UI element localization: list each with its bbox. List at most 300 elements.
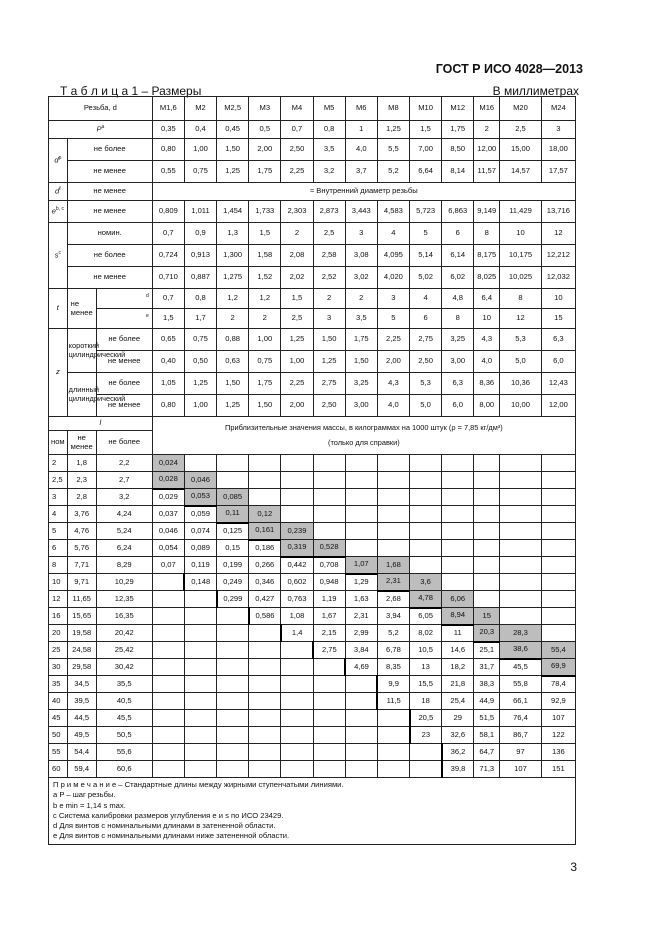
value-cell: 2,75 <box>313 373 345 395</box>
mass-cell: 18 <box>410 693 442 710</box>
mass-cell <box>442 489 474 506</box>
mass-cell: 0,708 <box>313 557 345 574</box>
mass-cell: 5,2 <box>377 625 409 642</box>
table-row <box>49 523 576 540</box>
mass-cell: 66,1 <box>500 693 541 710</box>
mass-cell <box>500 506 541 523</box>
mass-cell <box>249 489 281 506</box>
value-cell: 1,75 <box>249 161 281 183</box>
value-cell: 11,429 <box>500 201 541 223</box>
thread-size-cell: М2 <box>184 97 216 121</box>
mass-cell: 8,02 <box>410 625 442 642</box>
mass-cell: 8,94 <box>442 608 474 625</box>
table-row <box>49 245 576 267</box>
mass-cell: 78,4 <box>541 676 575 693</box>
mass-cell <box>474 591 500 608</box>
mass-cell <box>345 676 377 693</box>
mass-cell <box>345 693 377 710</box>
value-cell: 1,733 <box>249 201 281 223</box>
mass-cell: 136 <box>541 744 575 761</box>
mass-cell <box>377 540 409 557</box>
mass-cell: 9,9 <box>377 676 409 693</box>
length-min: 1,8 <box>67 455 96 472</box>
mass-cell: 0,249 <box>217 574 249 591</box>
mass-cell <box>410 489 442 506</box>
mass-cell: 0,029 <box>152 489 184 506</box>
value-cell: 5,3 <box>410 373 442 395</box>
mass-cell: 8,35 <box>377 659 409 676</box>
value-cell: 15,00 <box>500 139 541 161</box>
mass-cell <box>217 693 249 710</box>
mass-cell <box>281 710 313 727</box>
value-cell: 12,032 <box>541 267 575 289</box>
length-max: 6,24 <box>96 540 152 557</box>
mass-cell: 0,319 <box>281 540 313 557</box>
mass-cell: 51,5 <box>474 710 500 727</box>
df-symbol: $d^f$ <box>49 183 68 201</box>
value-cell: 1,50 <box>313 329 345 351</box>
nom-header: ном <box>49 431 68 455</box>
value-cell: 0,8 <box>184 289 216 309</box>
value-cell: 0,75 <box>184 329 216 351</box>
mass-cell: 0,059 <box>184 506 216 523</box>
table-row <box>49 540 576 557</box>
table-row <box>49 608 576 625</box>
mass-cell: 4,69 <box>345 659 377 676</box>
mass-cell <box>217 761 249 778</box>
value-cell: 0,913 <box>184 245 216 267</box>
mass-cell <box>410 761 442 778</box>
value-cell: 2,52 <box>313 267 345 289</box>
thread-size-cell: М12 <box>442 97 474 121</box>
table-row <box>49 161 576 183</box>
value-cell: 0,724 <box>152 245 184 267</box>
value-cell: 2 <box>345 289 377 309</box>
value-cell: 0,35 <box>152 121 184 139</box>
value-cell: 3,25 <box>442 329 474 351</box>
length-nom: 2 <box>49 455 68 472</box>
mass-cell <box>500 489 541 506</box>
value-cell: 2 <box>217 309 249 329</box>
mass-cell <box>500 591 541 608</box>
length-min: 4,76 <box>67 523 96 540</box>
value-cell: 2,50 <box>410 351 442 373</box>
value-cell: 7,00 <box>410 139 442 161</box>
value-cell: 6,02 <box>442 267 474 289</box>
mass-cell <box>184 455 216 472</box>
length-nom: 60 <box>49 761 68 778</box>
table-row <box>49 761 576 778</box>
mass-cell: 28,3 <box>500 625 541 642</box>
mass-cell <box>410 523 442 540</box>
mass-cell <box>184 591 216 608</box>
mass-cell <box>217 455 249 472</box>
table-row <box>49 710 576 727</box>
mass-cell: 6,78 <box>377 642 409 659</box>
mass-cell <box>442 523 474 540</box>
length-nom: 25 <box>49 642 68 659</box>
length-nom: 55 <box>49 744 68 761</box>
mass-cell <box>249 455 281 472</box>
value-cell: 2,00 <box>249 139 281 161</box>
length-nom: 50 <box>49 727 68 744</box>
length-min: 59,4 <box>67 761 96 778</box>
mass-cell: 13 <box>410 659 442 676</box>
value-cell: 2,873 <box>313 201 345 223</box>
thread-size-cell: М8 <box>377 97 409 121</box>
group-label: короткий цилиндрический <box>67 329 96 373</box>
value-cell: 2,25 <box>377 329 409 351</box>
dp-symbol: $d^p$ <box>49 139 68 183</box>
value-cell: 1,300 <box>217 245 249 267</box>
mass-cell: 45,5 <box>500 659 541 676</box>
value-cell: 2,08 <box>281 245 313 267</box>
mass-cell <box>217 625 249 642</box>
value-cell: 4,583 <box>377 201 409 223</box>
mass-cell <box>217 642 249 659</box>
value-cell: 2 <box>249 309 281 329</box>
value-cell: 1,25 <box>217 395 249 417</box>
value-cell: 5,723 <box>410 201 442 223</box>
value-cell: 3,00 <box>345 395 377 417</box>
table-row <box>49 267 576 289</box>
value-cell: 1,00 <box>184 395 216 417</box>
table-row <box>49 489 576 506</box>
value-cell: 0,65 <box>152 329 184 351</box>
mass-cell <box>184 642 216 659</box>
value-cell: 4,3 <box>377 373 409 395</box>
value-cell: 0,710 <box>152 267 184 289</box>
mass-cell: 29 <box>442 710 474 727</box>
value-cell: 8,00 <box>474 395 500 417</box>
table-row <box>49 97 576 121</box>
value-cell: 6,3 <box>442 373 474 395</box>
mass-cell <box>281 744 313 761</box>
mass-cell <box>377 506 409 523</box>
mass-cell <box>313 710 345 727</box>
length-nom: 5 <box>49 523 68 540</box>
value-cell: 2,5 <box>281 309 313 329</box>
mass-cell <box>345 523 377 540</box>
value-cell: 2,02 <box>281 267 313 289</box>
table-row <box>49 744 576 761</box>
length-nom: 2,5 <box>49 472 68 489</box>
value-cell: 1,00 <box>249 329 281 351</box>
value-cell: 2,25 <box>281 161 313 183</box>
length-min: 2,3 <box>67 472 96 489</box>
value-cell: 0,75 <box>249 351 281 373</box>
mass-cell: 55,8 <box>500 676 541 693</box>
thread-size-cell: М24 <box>541 97 575 121</box>
mass-cell: 44,9 <box>474 693 500 710</box>
value-cell: 6,3 <box>541 329 575 351</box>
value-cell: 2 <box>281 223 313 245</box>
mass-cell: 2,31 <box>345 608 377 625</box>
mass-caption-note: (только для справки) <box>328 437 400 447</box>
mass-cell: 1,08 <box>281 608 313 625</box>
value-cell: 0,75 <box>184 161 216 183</box>
mass-cell <box>281 455 313 472</box>
table-row <box>49 183 576 201</box>
mass-cell: 1,4 <box>281 625 313 642</box>
mass-cell: 86,7 <box>500 727 541 744</box>
value-cell: 0,55 <box>152 161 184 183</box>
mass-cell: 0,15 <box>217 540 249 557</box>
length-min: 44,5 <box>67 710 96 727</box>
value-cell: 13,716 <box>541 201 575 223</box>
min-header: не менее <box>67 431 96 455</box>
value-cell: 1,50 <box>217 139 249 161</box>
thread-size-cell: М4 <box>281 97 313 121</box>
mass-cell: 0,528 <box>313 540 345 557</box>
value-cell: 0,80 <box>152 139 184 161</box>
mass-cell <box>184 659 216 676</box>
mass-cell <box>377 744 409 761</box>
mass-cell <box>410 540 442 557</box>
mass-cell <box>442 557 474 574</box>
mass-cell <box>442 472 474 489</box>
table-row <box>49 417 576 431</box>
thread-size-cell: М10 <box>410 97 442 121</box>
mass-cell <box>249 710 281 727</box>
value-cell: 1,5 <box>410 121 442 139</box>
mass-cell <box>377 523 409 540</box>
value-cell: 6,0 <box>541 351 575 373</box>
mass-cell: 0,948 <box>313 574 345 591</box>
value-cell: 0,809 <box>152 201 184 223</box>
mass-cell: 69,9 <box>541 659 575 676</box>
mass-cell: 1,29 <box>345 574 377 591</box>
value-cell: 4,0 <box>377 395 409 417</box>
value-cell: 3,02 <box>345 267 377 289</box>
value-cell: 0,887 <box>184 267 216 289</box>
length-nom: 16 <box>49 608 68 625</box>
mass-cell: 0,037 <box>152 506 184 523</box>
value-cell: 0,7 <box>152 289 184 309</box>
footnote-ref: e <box>96 309 152 329</box>
value-cell: 10 <box>500 223 541 245</box>
mass-cell <box>152 710 184 727</box>
mass-cell <box>541 557 575 574</box>
length-max: 25,42 <box>96 642 152 659</box>
value-cell: 5,5 <box>377 139 409 161</box>
table-row <box>49 121 576 139</box>
length-max: 40,5 <box>96 693 152 710</box>
table-row <box>49 139 576 161</box>
mass-cell: 3,6 <box>410 574 442 591</box>
value-cell: 3,2 <box>313 161 345 183</box>
length-nom: 12 <box>49 591 68 608</box>
condition-label: не более <box>96 373 152 395</box>
mass-cell: 0,266 <box>249 557 281 574</box>
length-min: 11,65 <box>67 591 96 608</box>
mass-cell <box>410 557 442 574</box>
max-header: не более <box>96 431 152 455</box>
mass-cell <box>217 710 249 727</box>
mass-cell: 21,8 <box>442 676 474 693</box>
mass-cell: 107 <box>541 710 575 727</box>
condition-label: не менее <box>67 183 152 201</box>
mass-cell: 2,31 <box>377 574 409 591</box>
df-value: ≈ Внутренний диаметр резьбы <box>152 183 575 201</box>
value-cell: 1,7 <box>184 309 216 329</box>
value-cell: 0,5 <box>249 121 281 139</box>
table-title: Т а б л и ц а 1 – Размеры <box>60 84 202 98</box>
value-cell: 1,50 <box>249 395 281 417</box>
length-nom: 8 <box>49 557 68 574</box>
mass-cell <box>281 676 313 693</box>
length-max: 10,29 <box>96 574 152 591</box>
mass-cell <box>500 540 541 557</box>
value-cell: 5,0 <box>410 395 442 417</box>
mass-cell: 3,94 <box>377 608 409 625</box>
value-cell: 1,52 <box>249 267 281 289</box>
mass-cell: 20,3 <box>474 625 500 642</box>
value-cell: 4,8 <box>442 289 474 309</box>
table-row <box>49 676 576 693</box>
value-cell: 1,5 <box>152 309 184 329</box>
mass-cell: 0,299 <box>217 591 249 608</box>
mass-cell: 6,05 <box>410 608 442 625</box>
value-cell: 1,275 <box>217 267 249 289</box>
length-min: 34,5 <box>67 676 96 693</box>
value-cell: 1,00 <box>281 351 313 373</box>
value-cell: 2,50 <box>313 395 345 417</box>
mass-cell: 2,68 <box>377 591 409 608</box>
table-row <box>49 727 576 744</box>
mass-cell <box>249 727 281 744</box>
mass-cell: 0,586 <box>249 608 281 625</box>
mass-cell <box>281 659 313 676</box>
table-row <box>49 693 576 710</box>
length-max: 2,2 <box>96 455 152 472</box>
length-max: 50,5 <box>96 727 152 744</box>
length-max: 4,24 <box>96 506 152 523</box>
mass-cell <box>377 472 409 489</box>
length-max: 30,42 <box>96 659 152 676</box>
mass-cell <box>377 489 409 506</box>
value-cell: 11,57 <box>474 161 500 183</box>
value-cell: 1,2 <box>217 289 249 309</box>
mass-cell: 25,1 <box>474 642 500 659</box>
length-min: 54,4 <box>67 744 96 761</box>
mass-cell <box>313 659 345 676</box>
table-row <box>49 351 576 373</box>
length-min: 9,71 <box>67 574 96 591</box>
value-cell: 2,58 <box>313 245 345 267</box>
mass-cell <box>281 489 313 506</box>
length-min: 5,76 <box>67 540 96 557</box>
mass-cell: 0,054 <box>152 540 184 557</box>
mass-cell: 64,7 <box>474 744 500 761</box>
mass-cell <box>377 710 409 727</box>
mass-cell <box>249 761 281 778</box>
mass-cell <box>500 557 541 574</box>
mass-cell: 0,186 <box>249 540 281 557</box>
value-cell: 0,9 <box>184 223 216 245</box>
value-cell: 10,175 <box>500 245 541 267</box>
value-cell: 1,5 <box>281 289 313 309</box>
length-max: 60,6 <box>96 761 152 778</box>
mass-cell <box>541 472 575 489</box>
mass-cell <box>345 710 377 727</box>
mass-cell <box>152 625 184 642</box>
mass-cell <box>184 744 216 761</box>
mass-cell: 18,2 <box>442 659 474 676</box>
value-cell: 0,8 <box>313 121 345 139</box>
mass-cell: 0,024 <box>152 455 184 472</box>
value-cell: 8,175 <box>474 245 500 267</box>
mass-cell: 3,84 <box>345 642 377 659</box>
value-cell: 12,00 <box>541 395 575 417</box>
mass-cell <box>377 727 409 744</box>
value-cell: 4 <box>410 289 442 309</box>
value-cell: 12 <box>500 309 541 329</box>
table-row <box>49 778 576 845</box>
mass-cell <box>217 676 249 693</box>
thread-header: Резьба, d <box>49 97 153 121</box>
condition-label: не менее <box>67 201 152 223</box>
mass-cell <box>249 642 281 659</box>
mass-cell <box>152 642 184 659</box>
mass-cell: 0,074 <box>184 523 216 540</box>
mass-cell: 0,427 <box>249 591 281 608</box>
footnote: c Система калибровки размеров углубления e и s по ИСО 23429. <box>53 810 284 820</box>
mass-cell: 76,4 <box>500 710 541 727</box>
thread-size-cell: М20 <box>500 97 541 121</box>
mass-cell: 38,3 <box>474 676 500 693</box>
table-row <box>49 574 576 591</box>
mass-cell <box>152 608 184 625</box>
value-cell: 1,2 <box>249 289 281 309</box>
mass-cell <box>184 693 216 710</box>
value-cell: 1,25 <box>184 373 216 395</box>
length-nom: 3 <box>49 489 68 506</box>
mass-cell <box>152 744 184 761</box>
mass-cell: 32,6 <box>442 727 474 744</box>
value-cell: 0,4 <box>184 121 216 139</box>
footnote: d Для винтов с номинальными длинами в затененной области. <box>53 821 276 830</box>
mass-cell <box>281 727 313 744</box>
mass-cell: 38,6 <box>500 642 541 659</box>
mass-cell <box>345 727 377 744</box>
mass-cell: 0,07 <box>152 557 184 574</box>
thread-size-cell: М16 <box>474 97 500 121</box>
mass-cell <box>217 744 249 761</box>
value-cell: 4,0 <box>345 139 377 161</box>
table-row <box>49 223 576 245</box>
value-cell: 2,00 <box>377 351 409 373</box>
mass-cell <box>345 455 377 472</box>
mass-cell: 55,4 <box>541 642 575 659</box>
value-cell: 15 <box>541 309 575 329</box>
group-label: длинный цилиндрический <box>67 373 96 417</box>
mass-cell: 15 <box>474 608 500 625</box>
mass-cell: 0,239 <box>281 523 313 540</box>
value-cell: 14,57 <box>500 161 541 183</box>
mass-cell: 23 <box>410 727 442 744</box>
condition-label: не более <box>96 329 152 351</box>
length-min: 19,58 <box>67 625 96 642</box>
value-cell: 1 <box>345 121 377 139</box>
value-cell: 1,011 <box>184 201 216 223</box>
condition-label: не менее <box>67 161 152 183</box>
value-cell: 2,00 <box>281 395 313 417</box>
mass-cell: 0,028 <box>152 472 184 489</box>
value-cell: 12,43 <box>541 373 575 395</box>
value-cell: 8,36 <box>474 373 500 395</box>
mass-cell <box>281 761 313 778</box>
